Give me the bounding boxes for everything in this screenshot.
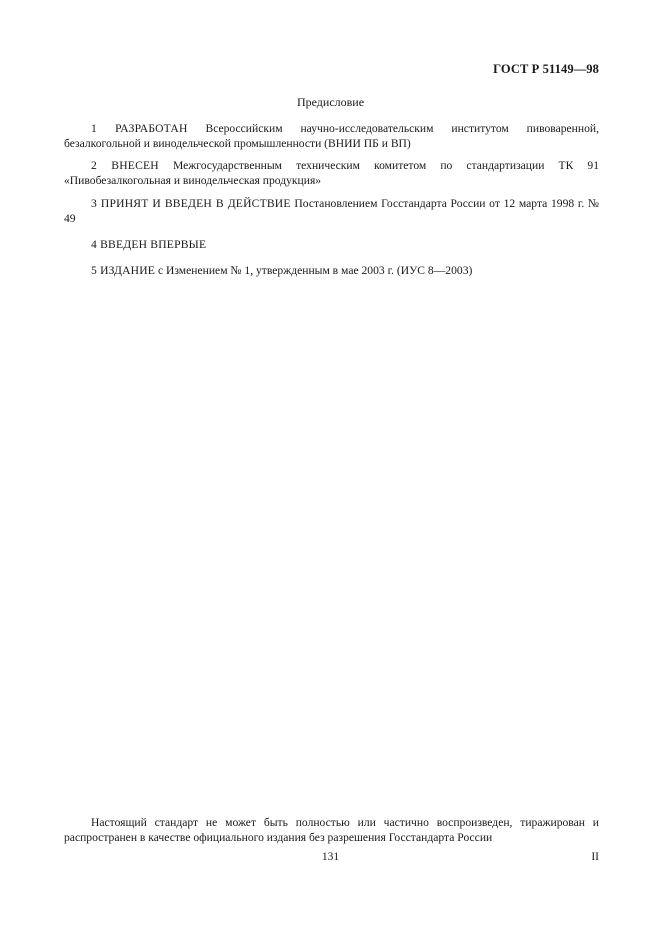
item-label: 2 ВНЕСЕН	[91, 159, 159, 172]
item-label: 3 ПРИНЯТ И ВВЕДЕН В ДЕЙСТВИЕ	[91, 197, 291, 210]
item-label: 1 РАЗРАБОТАН	[91, 122, 188, 135]
preface-item-4	[64, 237, 599, 252]
preface-title: Предисловие	[296, 95, 365, 109]
item-text: Постановлением Госстандарта России от 12 марта 1998 г. № 49	[64, 197, 599, 225]
item-label: 4 ВВЕДЕН ВПЕРВЫЕ	[91, 238, 207, 251]
preface-item-1	[64, 121, 599, 151]
preface-item-2	[64, 158, 599, 188]
item-text: Всероссийским научно-исследовательским институтом пивоваренной, безалкогольной и винодельческой промышленности (ВНИИ ПБ и ВП)	[64, 122, 599, 150]
page-number: 131	[321, 851, 340, 863]
item-text: с Изменением № 1, утвержденным в мае 2003 г. (ИУС 8—2003)	[155, 264, 473, 277]
preface-item-3	[64, 196, 599, 226]
section-roman-numeral: II	[591, 851, 599, 863]
item-label: 5 ИЗДАНИЕ	[91, 264, 156, 277]
standard-code: ГОСТ Р 51149—98	[493, 62, 599, 76]
preface-item-5	[64, 263, 599, 278]
item-text: Межгосударственным техническим комитетом по стандартизации ТК 91 «Пивобезалкогольная и винодельческая продукция»	[64, 159, 599, 187]
copyright-notice: Настоящий стандарт не может быть полностью или частично воспроизведен, тиражирован и распространен в качестве официального издания без разрешения Госстандарта России	[64, 816, 599, 844]
